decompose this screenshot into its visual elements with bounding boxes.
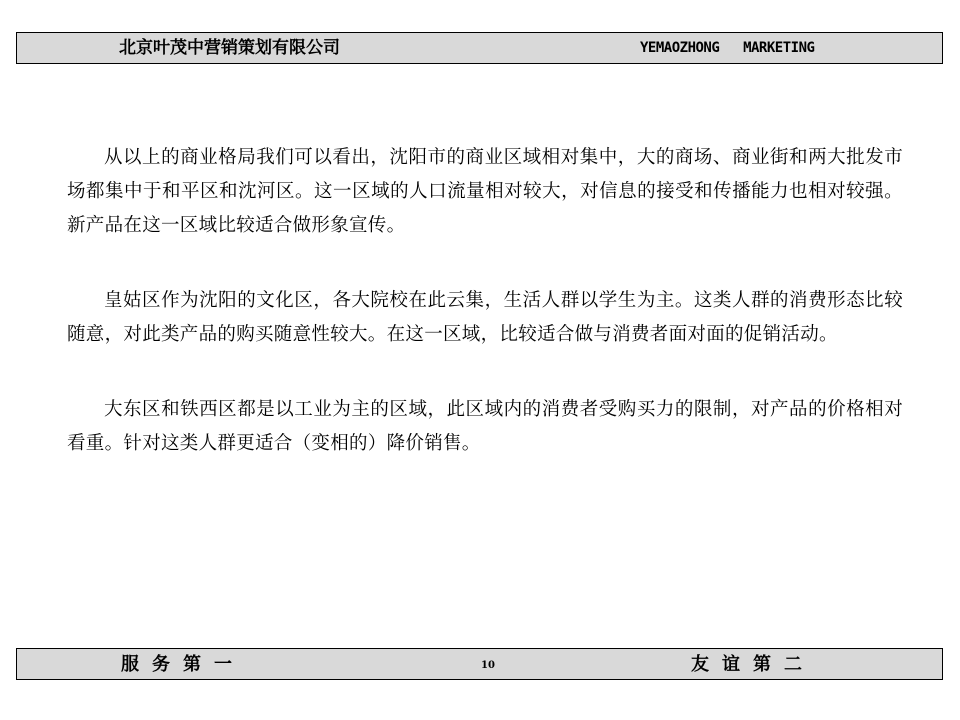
paragraph-dadong-tiexi: 大东区和铁西区都是以工业为主的区域，此区域内的消费者受购买力的限制，对产品的价格相对看重。针对这类人群更适合（变相的）降价销售。 — [67, 399, 903, 454]
document-body — [67, 141, 903, 502]
footer-bar — [16, 648, 943, 680]
company-name: 北京叶茂中营销策划有限公司 — [119, 38, 340, 58]
brand-name-english: YEMAOZHONG MARKETING — [640, 40, 815, 56]
paragraph-huanggu: 皇姑区作为沈阳的文化区，各大院校在此云集，生活人群以学生为主。这类人群的消费形态比较随意，对此类产品的购买随意性较大。在这一区域，比较适合做与消费者面对面的促销活动。 — [67, 290, 903, 345]
footer-slogan-right: 友谊第二 — [691, 654, 815, 675]
header-bar — [16, 32, 943, 64]
page-number: 10 — [481, 660, 495, 671]
paragraph-heping-shenhe: 从以上的商业格局我们可以看出，沈阳市的商业区域相对集中，大的商场、商业街和两大批发市场都集中于和平区和沈河区。这一区域的人口流量相对较大，对信息的接受和传播能力也相对较强。新产品在这一区域比较适合做形象宣传。 — [67, 147, 903, 236]
footer-slogan-left: 服务第一 — [121, 654, 245, 675]
